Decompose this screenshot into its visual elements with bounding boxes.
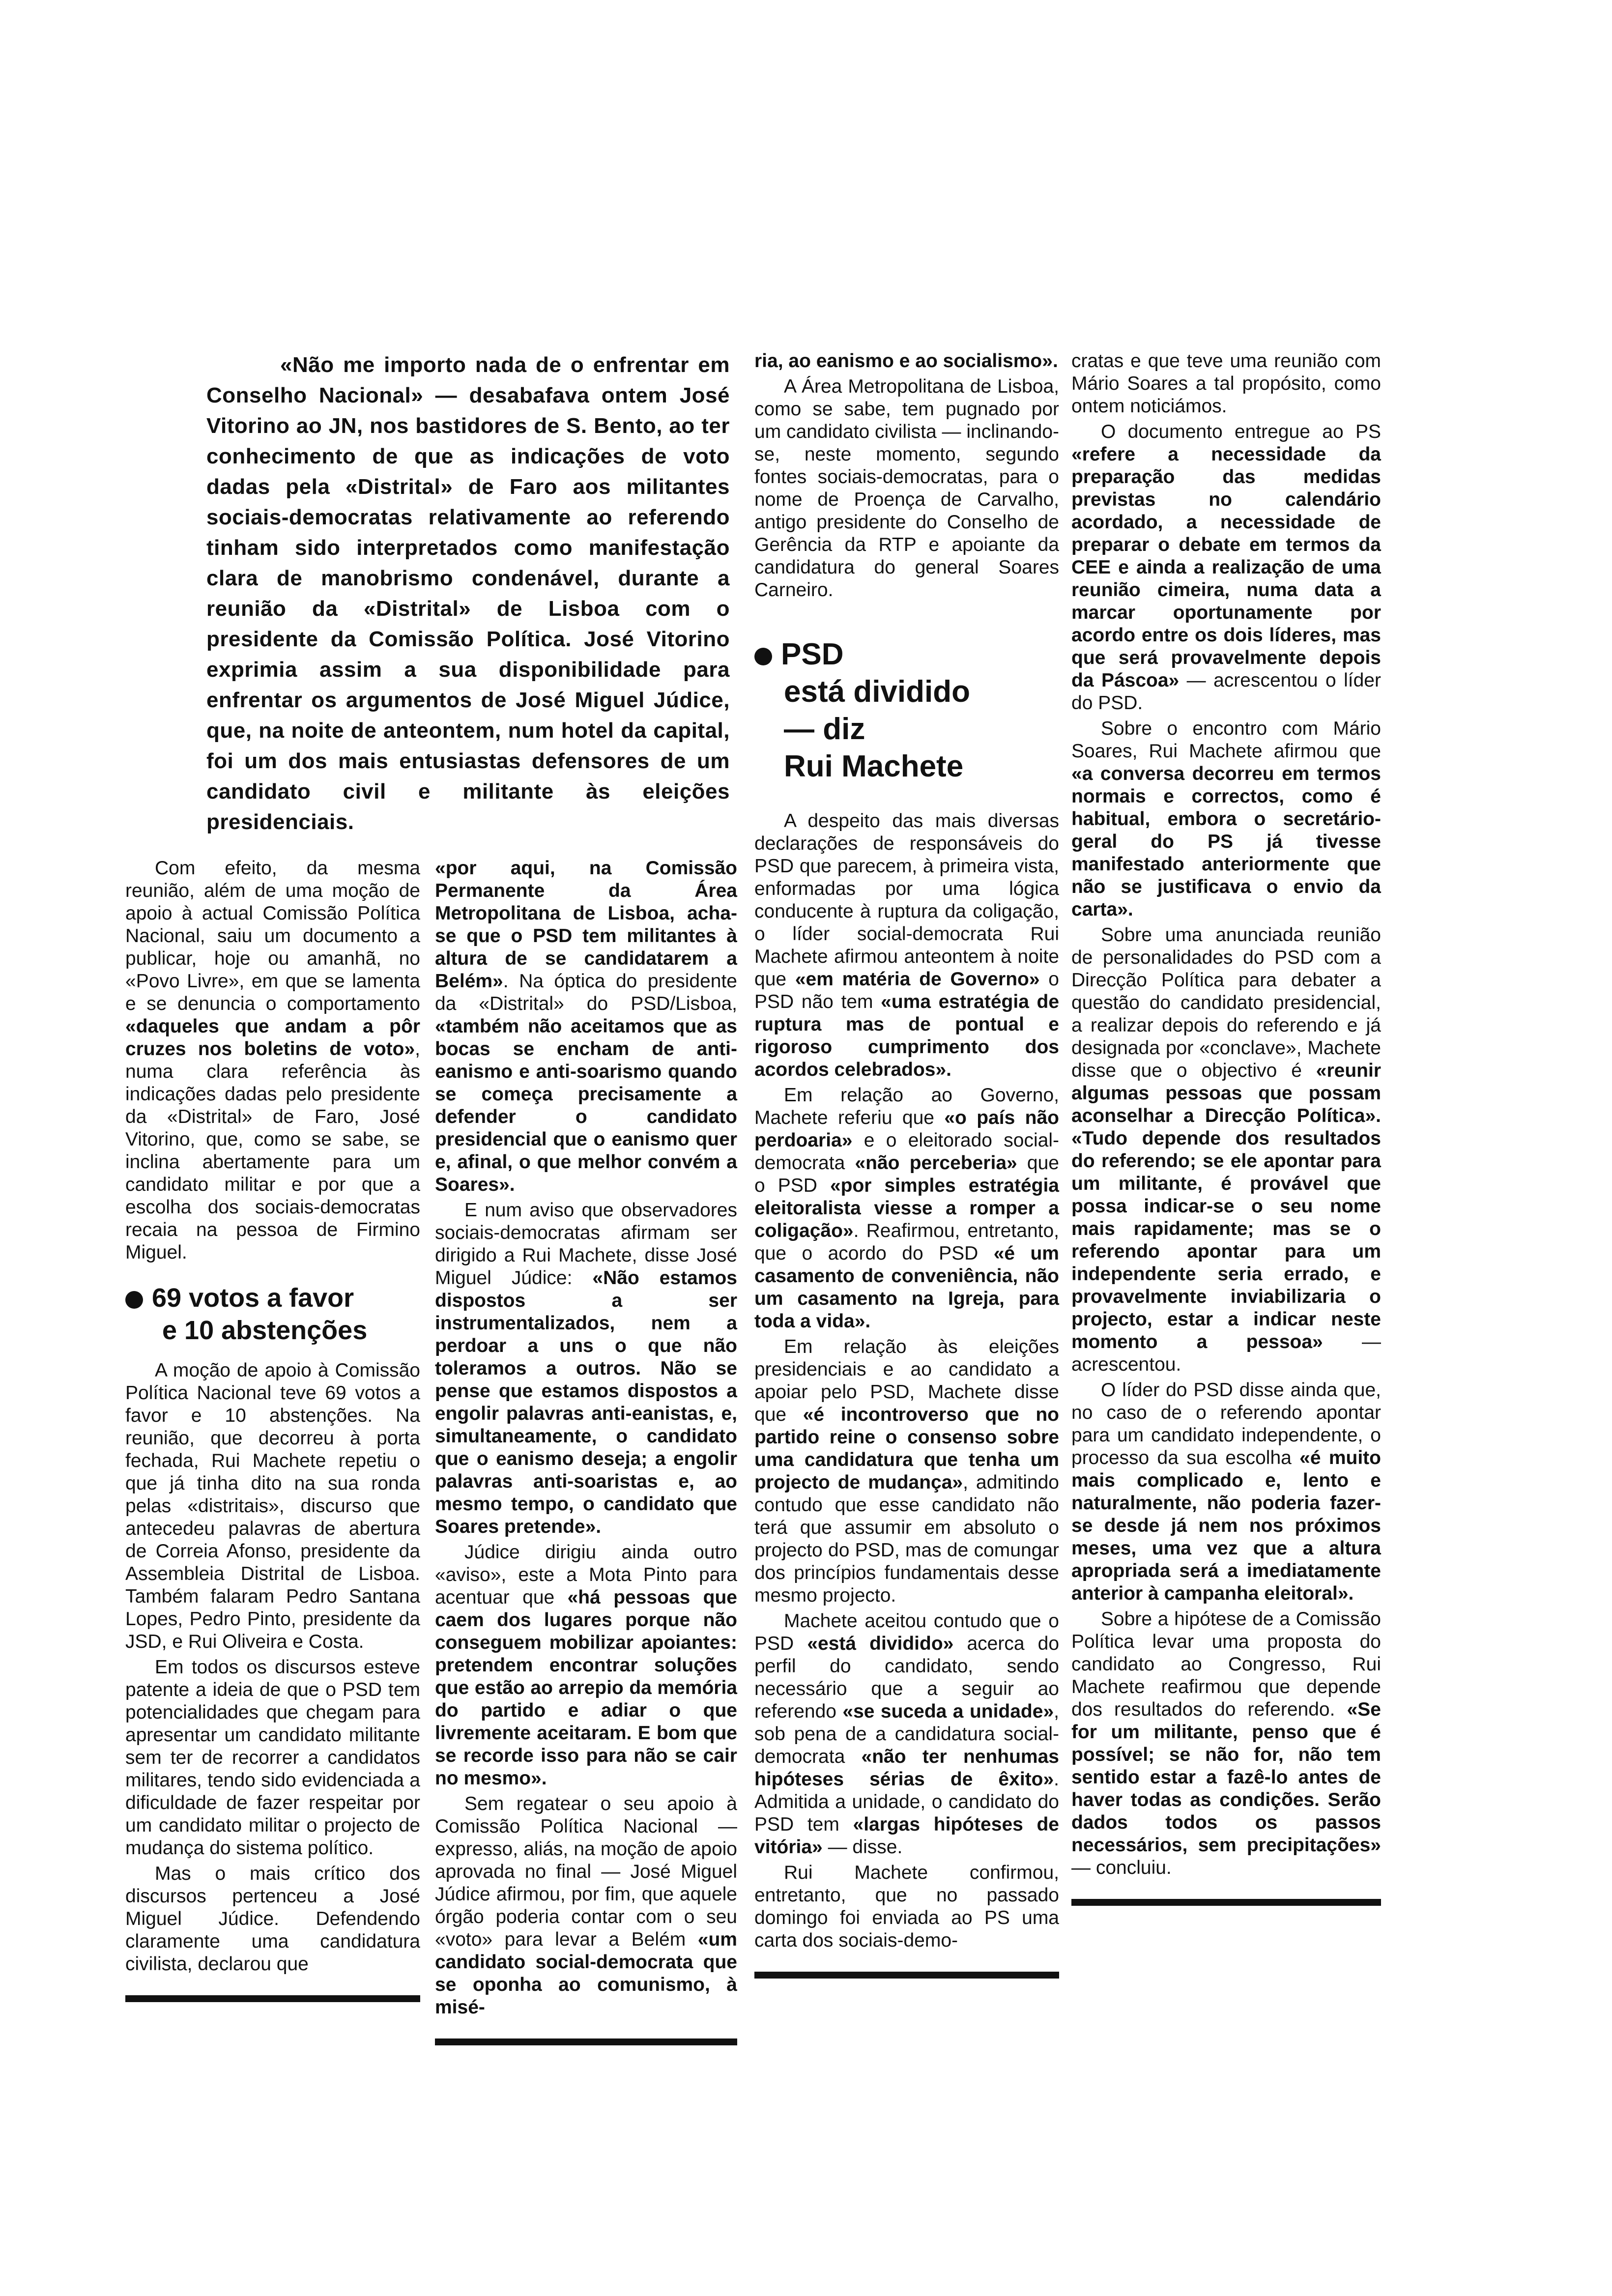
article-paragraph [435, 1199, 737, 1538]
body-text: e o eleitorado social-democrata [754, 1130, 1059, 1174]
column-1 [125, 857, 420, 2002]
body-text: cratas e que teve uma reunião com Mário Soares a tal propósito, como ontem noticiámos. [1071, 350, 1381, 417]
body-text: — disse. [822, 1837, 903, 1858]
article-paragraph [125, 1656, 420, 1860]
quote-text: «daqueles que andam a pôr cruzes nos boletins de voto» [125, 1016, 420, 1060]
article-paragraph [1071, 421, 1381, 715]
body-text: — acrescentou o líder do PSD. [1071, 670, 1381, 714]
column-rule [435, 2038, 737, 2045]
quote-text: «largas hipóteses de vitória» [754, 1814, 1059, 1858]
quote-text: «um candidato social-democrata que se oponha ao comunismo, à misé- [435, 1929, 737, 2018]
body-text: — concluiu. [1071, 1857, 1172, 1878]
article-paragraph [435, 1793, 737, 2019]
article-paragraph [1071, 924, 1381, 1376]
quote-text: «não perceberia» [855, 1152, 1017, 1174]
quote-text: ria, ao eanismo e ao socialismo». [754, 350, 1058, 372]
body-text: Mas o mais crítico dos discursos pertenceu a José Miguel Júdice. Defendendo claramente uma candidatura civilista, declarou que [125, 1863, 420, 1975]
quote-text: «é um casamento de conveniência, não um casamento na Igreja, para toda a vida». [754, 1243, 1059, 1332]
quote-text: «refere a necessidade da preparação das medidas previstas no calendário acordado, a necessidade de preparar o debate em termos da CEE e ainda a realização de uma reunião cimeira, numa data a marcar oportunamente por acordo entre os dois líderes, mas que será provavelmente depois da Páscoa» [1071, 444, 1381, 691]
body-text: Júdice dirigiu ainda outro «aviso», este a Mota Pinto para acentuar que [435, 1542, 737, 1608]
body-text: O documento entregue ao PS [1101, 421, 1381, 442]
body-text: Machete aceitou contudo que o PSD [754, 1610, 1059, 1654]
body-text: Rui Machete confirmou, entretanto, que no passado domingo foi enviada ao PS uma carta dos sociais-demo- [754, 1862, 1059, 1951]
column-rule [1071, 1899, 1381, 1906]
column-3 [754, 350, 1059, 1979]
subheading-text: está dividido [784, 675, 970, 709]
body-text: Em relação às eleições presidenciais e ao candidato a apoiar pelo PSD, Machete disse que [754, 1336, 1059, 1425]
subheading-line [754, 636, 1059, 673]
bullet-icon [125, 1291, 143, 1309]
quote-text: «é muito mais complicado e, lento e naturalmente, não poderia fazer-se desde já nem nos próximos meses, uma vez que a altura apropriada será a imediatamente anterior à campanha eleitoral». [1071, 1447, 1381, 1604]
quote-text: «em matéria de Governo» [795, 969, 1040, 990]
article-paragraph [754, 1336, 1059, 1607]
quote-text: «se suceda a unidade» [842, 1701, 1054, 1722]
body-text: . Admitida a unidade, o candidato do PSD tem [754, 1769, 1059, 1835]
body-text: Com efeito, da mesma reunião, além de uma moção de apoio à actual Comissão Política Nacional, saiu um documento a publicar, hoje ou amanhã, no «Povo Livre», em que se lamenta e se denuncia o comportamento [125, 858, 420, 1014]
body-text: A Área Metropolitana de Lisboa, como se sabe, tem pugnado por um candidato civilista — inclinando-se, neste momento, segundo fontes sociais-democratas, para o nome de Proença de Carvalho, antigo presidente do Conselho de Gerência da RTP e apoiante da candidatura do general Soares Carneiro. [754, 376, 1059, 601]
article-paragraph [435, 1541, 737, 1790]
article-paragraph [754, 375, 1059, 602]
quote-text: «Não estamos dispostos a ser instrumentalizados, nem a perdoar a uns o que não toleramos a outros. Não se pense que estamos dispostos a engolir palavras anti-eanistas, e, simultaneamente, o candidato que o eanismo deseja; a engolir palavras anti-soaristas e, ao mesmo tempo, o candidato que Soares pretende». [435, 1267, 737, 1537]
subheading-line [754, 673, 1059, 711]
lead-paragraph: «Não me importo nada de o enfrentar em Conselho Nacional» — desabafava ontem José Vitorino ao JN, nos bastidores de S. Bento, ao ter conhecimento de que as indicações de voto dadas pela «Distrital» de Faro aos militantes sociais-democratas relativamente ao referendo tinham sido interpretados como manifestação clara de manobrismo condenável, durante a reunião da «Distrital» de Lisboa com o presidente da Comissão Política. José Vitorino exprimia assim a sua disponibilidade para enfrentar os argumentos de José Miguel Júdice, que, na noite de anteontem, num hotel da capital, foi um dos mais entusiastas defensores de um candidato civil e militante às eleições presidenciais. [206, 353, 730, 834]
subheading-text: Rui Machete [784, 749, 964, 783]
body-text: . Reafirmou, entretanto, que o acordo do PSD [754, 1220, 1059, 1264]
body-text: o PSD não tem [754, 969, 1059, 1012]
body-text: Sobre o encontro com Mário Soares, Rui Machete afirmou que [1071, 718, 1381, 762]
body-text: Em relação ao Governo, Machete referiu que [754, 1085, 1059, 1128]
body-text: A moção de apoio à Comissão Política Nacional teve 69 votos a favor e 10 abstenções. Na reunião, que decorreu à porta fechada, Rui Machete repetiu o que já tinha dito na sua ronda pelas «distritais», discurso que antecedeu palavras de abertura de Correia Afonso, presidente da Assembleia Distrital de Lisboa. Também falaram Pedro Santana Lopes, Pedro Pinto, presidente da JSD, e Rui Oliveira e Costa. [125, 1360, 420, 1652]
article-paragraph [1071, 1379, 1381, 1605]
quote-text: «Se for um militante, penso que é possível; se não for, não tem sentido estar a fazê-lo antes de haver todas as condições. Serão dados todos os passos necessários, sem precipitações» [1071, 1699, 1381, 1856]
body-text: . Na óptica do presidente da «Distrital» do PSD/Lisboa, [435, 971, 737, 1014]
subheading-line: e 10 abstenções [162, 1316, 368, 1345]
body-text: Em todos os discursos esteve patente a ideia de que o PSD tem potencialidades que chegam para apresentar um candidato militante sem ter de recorrer a candidatos militares, tendo sido evidenciada a dificuldade de fazer respeitar por um candidato militar o projecto de mudança do sistema político. [125, 1657, 420, 1859]
quote-text: «não ter nenhumas hipóteses sérias de êxito» [754, 1746, 1059, 1790]
quote-text: «reunir algumas pessoas que possam aconselhar a Direcção Política». «Tudo depende dos resultados do referendo; se ele apontar para um militante, é provável que possa indicar-se o seu nome mais rapidamente; mas se o referendo apontar para um independente seria errado, e provavelmente inviabilizaria o projecto, estar a indicar neste momento a pessoa» [1071, 1060, 1381, 1352]
body-text: , sob pena de a candidatura social-democrata [754, 1701, 1059, 1767]
left-block [125, 350, 740, 2045]
quote-text: «está dividido» [807, 1633, 954, 1654]
subheading-line: 69 votos a favor [152, 1283, 354, 1313]
article-paragraph [1071, 350, 1381, 418]
article-paragraph [125, 1863, 420, 1976]
bullet-icon [754, 648, 772, 665]
lower-columns [125, 857, 740, 2045]
body-text: , admitindo contudo que esse candidato não terá que assumir em absoluto o projecto do PSD, mas de comungar dos princípios fundamentais desse mesmo projecto. [754, 1472, 1059, 1606]
subheading-votos [125, 1282, 420, 1347]
subheading-line [754, 711, 1059, 748]
article-paragraph [754, 1610, 1059, 1859]
column-4 [1071, 350, 1381, 1906]
body-text: que o PSD [754, 1152, 1059, 1196]
quote-text: «uma estratégia de ruptura mas de pontual e rigoroso cumprimento dos acordos celebrados». [754, 991, 1060, 1080]
body-text: Sobre uma anunciada reunião de personalidades do PSD com a Direcção Política para debater a questão do candidato presidencial, a realizar depois do referendo e já designada por «conclave», Machete disse que o objectivo é [1071, 924, 1381, 1081]
quote-text: «por simples estratégia eleitoralista viesse a romper a coligação» [754, 1175, 1059, 1241]
subheading-line [754, 748, 1059, 785]
article-paragraph [754, 810, 1059, 1081]
quote-text: «por aqui, na Comissão Permanente da Área Metropolitana de Lisboa, acha-se que o PSD tem militantes à altura de se candidatarem a Belém» [435, 858, 737, 992]
body-text: — acrescentou. [1071, 1331, 1381, 1375]
article-paragraph [1071, 718, 1381, 921]
body-text: Sobre a hipótese de a Comissão Política levar uma proposta do candidato ao Congresso, Rui Machete reafirmou que depende dos resultados do referendo. [1071, 1608, 1381, 1720]
quote-text: «há pessoas que caem dos lugares porque não conseguem mobilizar apoiantes: pretendem encontrar soluções que estão ao arrepio da memória do partido e adiar o que livremente aceitaram. E bom que se recorde isso para não se cair no mesmo». [435, 1587, 737, 1789]
article-paragraph [754, 350, 1059, 373]
article-paragraph [754, 1084, 1059, 1333]
quote-text: «a conversa decorreu em termos normais e correctos, como é habitual, embora o secretário-geral do PS já tivesse manifestado anteriormente que não se justificava o envio da carta». [1071, 763, 1381, 920]
article-paragraph [1071, 1608, 1381, 1879]
column-2 [435, 857, 737, 2045]
quote-text: «o país não perdoaria» [754, 1107, 1059, 1151]
subheading-text: — diz [784, 712, 865, 746]
body-text: O líder do PSD disse ainda que, no caso de o referendo apontar para um candidato independente, o processo da sua escolha [1071, 1379, 1381, 1468]
subheading-text: PSD [781, 637, 844, 671]
body-text: , numa clara referência às indicações dadas pelo presidente da «Distrital» de Faro, José Vitorino, que, como se sabe, se inclina abertamente para um candidato militar e por que a escolha dos sociais-democratas recaia na pessoa de Firmino Miguel. [125, 1038, 420, 1263]
body-text: A despeito das mais diversas declarações de responsáveis do PSD que parecem, à primeira vista, enformadas por uma lógica conducente à ruptura da coligação, o líder social-democrata Rui Machete afirmou anteontem à noite que [754, 810, 1059, 990]
column-rule [754, 1972, 1059, 1979]
quote-text: «é incontroverso que no partido reine o consenso sobre uma candidatura que tenha um projecto de mudança» [754, 1404, 1059, 1493]
column-rule [125, 1995, 420, 2002]
quote-text: «também não aceitamos que as bocas se encham de anti-eanismo e anti-soarismo quando se começa precisamente a defender o candidato presidencial que o eanismo quer e, afinal, o que melhor convém a Soares». [435, 1016, 737, 1195]
article-paragraph [754, 1862, 1059, 1952]
subheading-psd-dividido [754, 636, 1059, 785]
article-paragraph [435, 857, 737, 1196]
body-text: acerca do perfil do candidato, sendo necessário que a seguir ao referendo [754, 1633, 1060, 1722]
body-text: Sem regatear o seu apoio à Comissão Política Nacional — expresso, aliás, na moção de apoio aprovada no final — José Miguel Júdice afirmou, por fim, que aquele órgão poderia contar com o seu «voto» para levar a Belém [435, 1793, 737, 1950]
article-paragraph [125, 857, 420, 1264]
article-paragraph [125, 1359, 420, 1653]
body-text: E num aviso que observadores sociais-democratas afirmam ser dirigido a Rui Machete, disse José Miguel Júdice: [435, 1200, 737, 1289]
